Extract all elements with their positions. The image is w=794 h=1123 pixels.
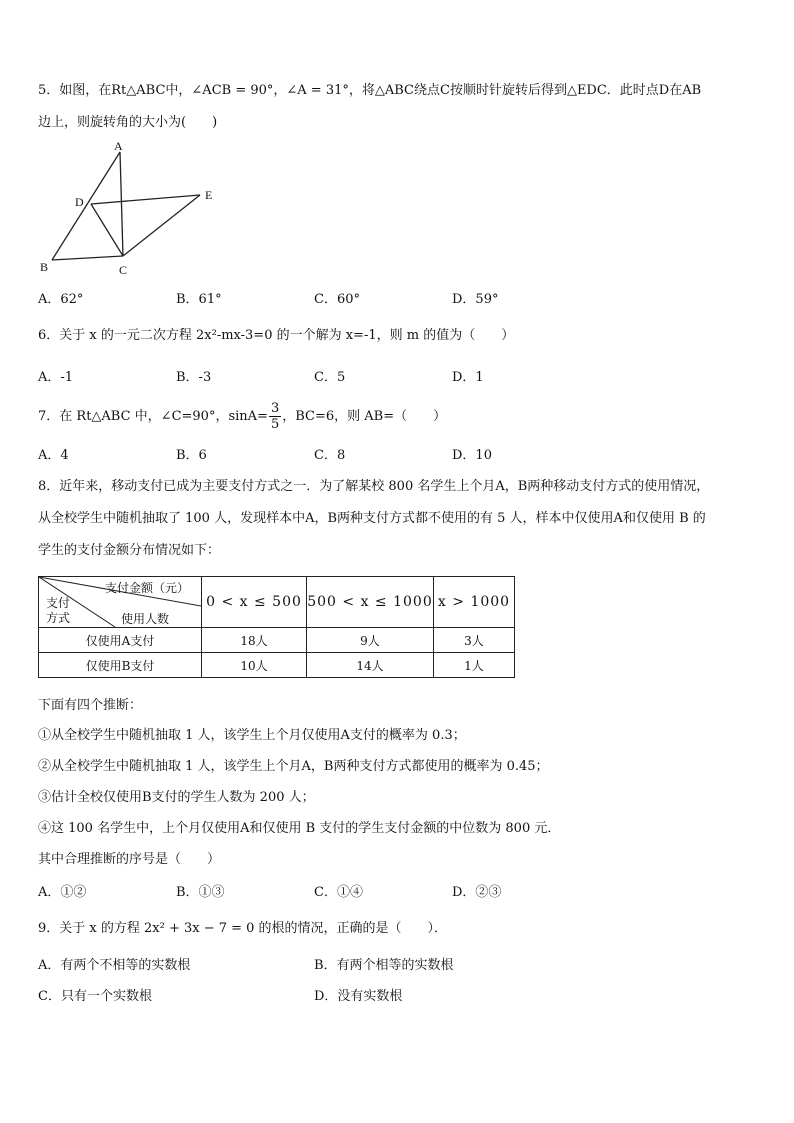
- q7-option-b[interactable]: B．6: [176, 448, 207, 463]
- table-header-row: [39, 577, 515, 628]
- q7-stem-prefix: 7．在 Rt△ABC 中，∠C=90°，sinA=: [38, 409, 268, 424]
- table-cell: 9人: [307, 628, 434, 653]
- q7-fraction: [269, 401, 281, 432]
- q6-stem: 6．关于 x 的一元二次方程 2x²-mx-3=0 的一个解为 x=-1，则 m 的值为（ ）: [38, 328, 515, 343]
- q5-option-a[interactable]: A．62°: [38, 292, 84, 307]
- table-header-diagonal-cell: [39, 577, 202, 628]
- label-e: E: [205, 188, 213, 202]
- header-payment-1: 支付: [46, 596, 71, 610]
- q7-option-c[interactable]: C．8: [314, 448, 346, 463]
- q7-fraction-denominator: 5: [270, 417, 280, 432]
- q7-option-d[interactable]: D．10: [452, 448, 492, 463]
- q8-option-c[interactable]: C．①④: [314, 885, 363, 900]
- table-cell: 14人: [307, 653, 434, 678]
- q9-option-b[interactable]: B．有两个相等的实数根: [314, 958, 454, 973]
- q8-question: 其中合理推断的序号是（ ）: [38, 852, 221, 867]
- q8-stem-line1: 8．近年来，移动支付已成为主要支付方式之一．为了解某校 800 名学生上个月A，B两种移动支付方式的使用情况，: [38, 479, 710, 494]
- row-label: 仅使用B支付: [39, 653, 202, 678]
- q8-stem-line3: 学生的支付金额分布情况如下：: [38, 543, 221, 558]
- table-row: [39, 653, 515, 678]
- q8-option-d[interactable]: D．②③: [452, 885, 502, 900]
- q5-triangle-figure: [30, 138, 230, 283]
- header-payment-2: 方式: [46, 611, 71, 625]
- q6-option-c[interactable]: C．5: [314, 370, 346, 385]
- table-cell: 1人: [434, 653, 515, 678]
- q7-option-a[interactable]: A．4: [38, 448, 69, 463]
- q8-option-b[interactable]: B．①③: [176, 885, 225, 900]
- segment-dc: [91, 204, 123, 256]
- q8-inference-1: ①从全校学生中随机抽取 1 人，该学生上个月仅使用A支付的概率为 0.3；: [38, 728, 466, 743]
- q5-option-c[interactable]: C．60°: [314, 292, 360, 307]
- q6-option-b[interactable]: B．-3: [176, 370, 212, 385]
- q9-option-d[interactable]: D．没有实数根: [314, 989, 403, 1004]
- q8-inference-intro: 下面有四个推断：: [38, 698, 143, 713]
- column-header: x > 1000: [434, 577, 515, 628]
- table-row: [39, 628, 515, 653]
- q7-fraction-numerator: 3: [270, 401, 280, 416]
- q6-option-d[interactable]: D．1: [452, 370, 484, 385]
- q7-stem: [38, 400, 446, 434]
- q8-option-a[interactable]: A．①②: [38, 885, 87, 900]
- q5-stem-line1: 5．如图，在Rt△ABC中，∠ACB = 90°，∠A = 31°，将△ABC绕点C按顺时针旋转后得到△EDC．此时点D在AB: [38, 83, 702, 98]
- label-d: D: [75, 195, 84, 209]
- label-b: B: [40, 260, 49, 274]
- q5-stem-line2: 边上，则旋转角的大小为( ): [38, 115, 218, 130]
- q9-option-c[interactable]: C．只有一个实数根: [38, 989, 152, 1004]
- column-header: 0 < x ≤ 500: [202, 577, 307, 628]
- q8-inference-4: ④这 100 名学生中，上个月仅使用A和仅使用 B 支付的学生支付金额的中位数为 800 元．: [38, 821, 561, 836]
- row-label: 仅使用A支付: [39, 628, 202, 653]
- q5-option-d[interactable]: D．59°: [452, 292, 499, 307]
- q7-stem-suffix: ，BC=6，则 AB=（ ）: [282, 409, 447, 424]
- q9-stem: 9．关于 x 的方程 2x² + 3x − 7 = 0 的根的情况，正确的是（ ）．: [38, 921, 448, 936]
- table-cell: 3人: [434, 628, 515, 653]
- label-a: A: [114, 139, 123, 153]
- segment-ab: [52, 152, 120, 260]
- q9-option-a[interactable]: A．有两个不相等的实数根: [38, 958, 191, 973]
- q5-option-b[interactable]: B．61°: [176, 292, 222, 307]
- table-cell: 18人: [202, 628, 307, 653]
- segment-bc: [52, 256, 123, 260]
- segment-ac: [120, 152, 123, 256]
- payment-distribution-table: [38, 576, 515, 678]
- column-header: 500 < x ≤ 1000: [307, 577, 434, 628]
- q8-stem-line2: 从全校学生中随机抽取了 100 人，发现样本中A，B两种支付方式都不使用的有 5 人，样本中仅使用A和仅使用 B 的: [38, 511, 706, 526]
- q6-option-a[interactable]: A．-1: [38, 370, 74, 385]
- table-cell: 10人: [202, 653, 307, 678]
- q8-inference-3: ③估计全校仅使用B支付的学生人数为 200 人；: [38, 790, 315, 805]
- header-user-count: 使用人数: [121, 612, 170, 626]
- segment-ec: [123, 195, 200, 256]
- header-payment-amount: 支付金额（元）: [105, 581, 190, 595]
- segment-de: [91, 195, 200, 204]
- q8-inference-2: ②从全校学生中随机抽取 1 人，该学生上个月A，B两种支付方式都使用的概率为 0.45；: [38, 759, 549, 774]
- label-c: C: [119, 263, 128, 277]
